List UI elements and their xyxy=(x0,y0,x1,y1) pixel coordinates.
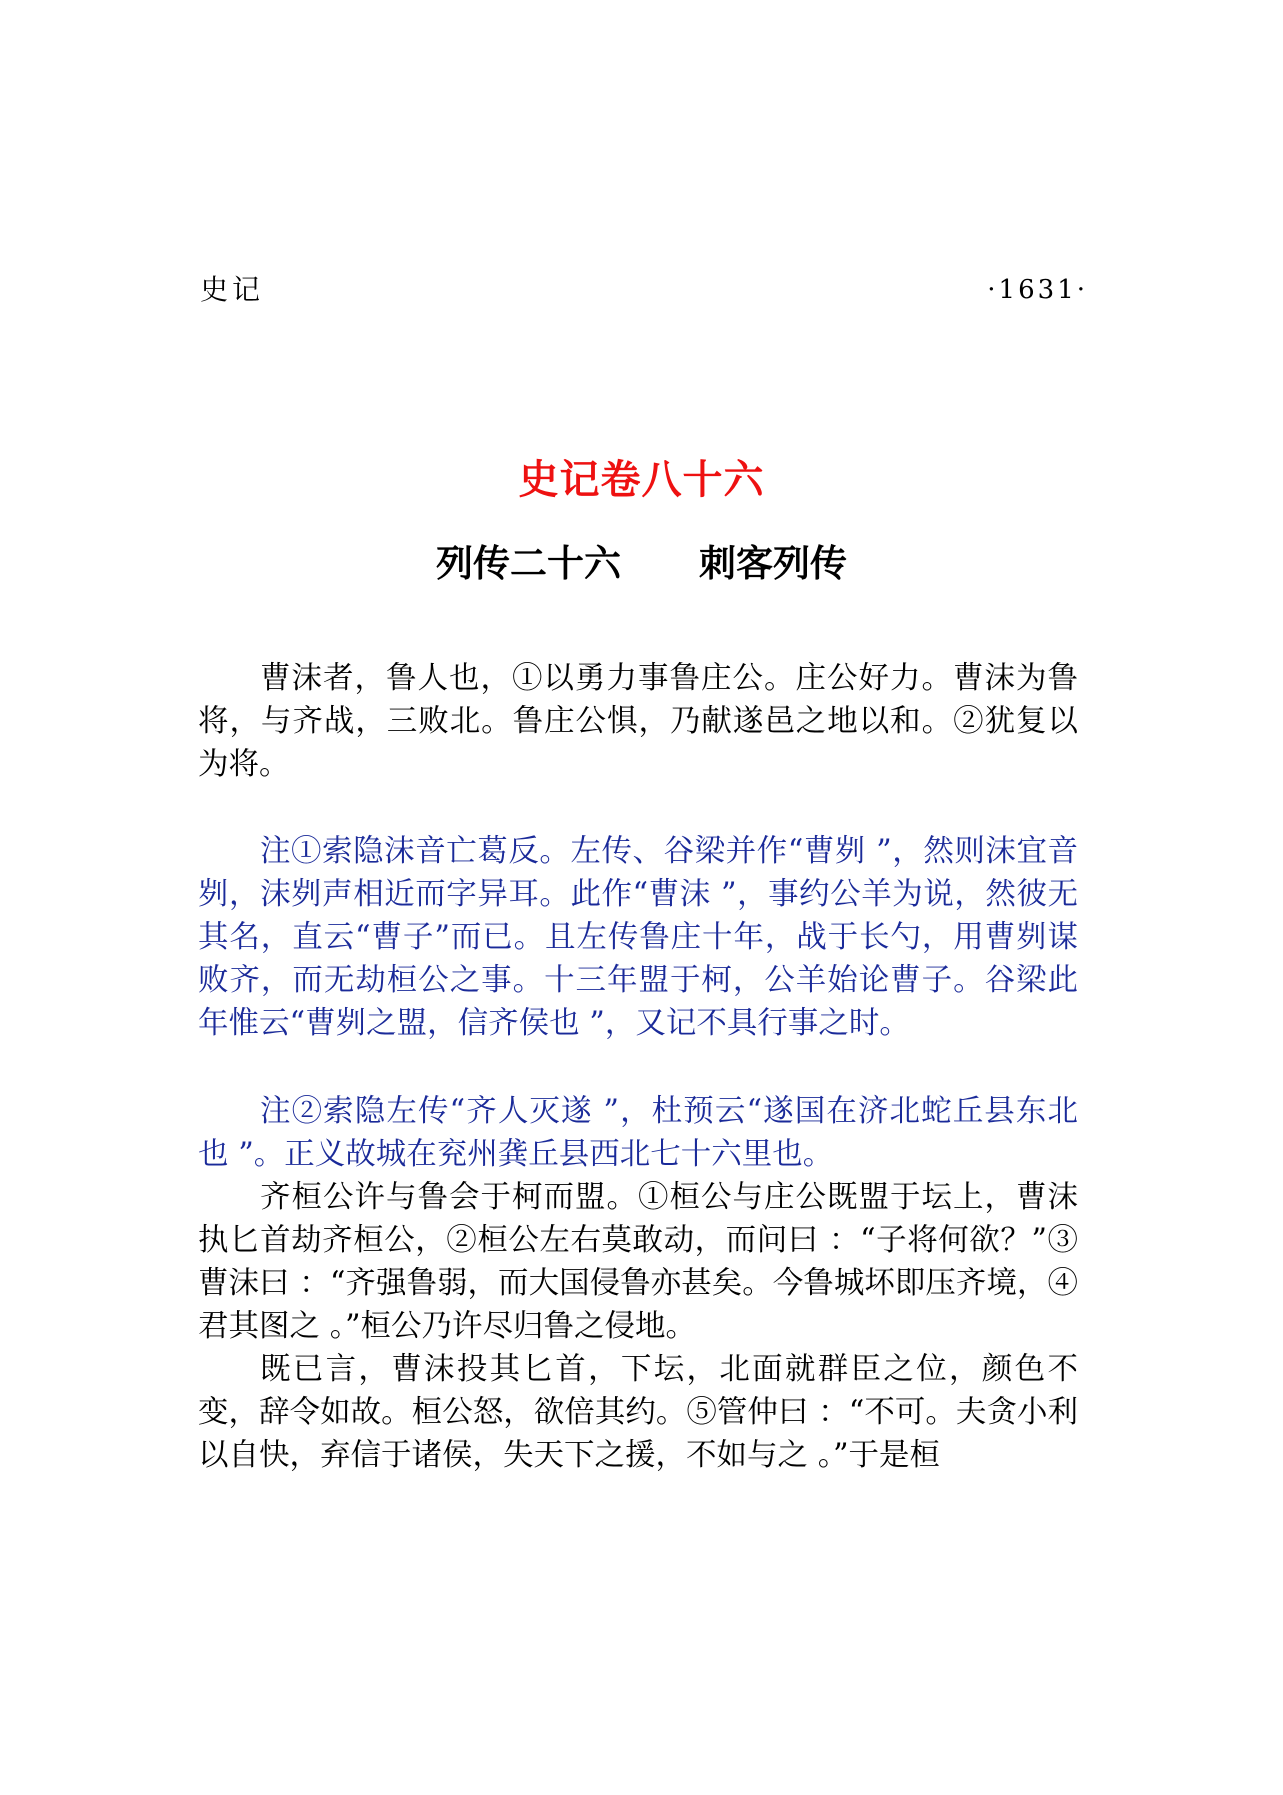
annotation-note-2: 注②索隐左传“齐人灭遂 ”，杜预云“遂国在济北蛇丘县东北也 ”。正义故城在兖州龚丘县西北七十六里也。 xyxy=(198,1094,1078,1172)
main-paragraph-2: 齐桓公许与鲁会于柯而盟。①桓公与庄公既盟于坛上，曹沫执匕首劫齐桓公，②桓公左右莫敢动，而问曰 ：“子将何欲？”③曹沫曰 ：“齐强鲁弱，而大国侵鲁亦甚矣。今鲁城坏即压齐境，④君其图之 。”桓公乃许尽归鲁之侵地。 xyxy=(198,1180,1078,1344)
page-number: ·1631· xyxy=(987,275,1088,305)
book-name: 史记 xyxy=(200,273,265,306)
annotation-note-1: 注①索隐沫音亡葛反。左传、谷梁并作“曹刿 ”，然则沫宜音刿，沫刿声相近而字异耳。此作“曹沫 ”，事约公羊为说，然彼无其名，直云“曹子”而已。且左传鲁庄十年，战于长勺，用曹刿谋败齐，而无劫桓公之事。十三年盟于柯，公羊始论曹子。谷梁此年惟云“曹刿之盟，信齐侯也 ”，又记不具行事之时。 xyxy=(198,834,1078,1041)
section-name: 刺客列传 xyxy=(699,542,847,585)
chapter-title: 史记卷八十六 xyxy=(518,457,765,503)
main-paragraph-1: 曹沫者，鲁人也，①以勇力事鲁庄公。庄公好力。曹沫为鲁将，与齐战，三败北。鲁庄公惧，乃献遂邑之地以和。②犹复以为将。 xyxy=(198,661,1078,782)
section-number: 列传二十六 xyxy=(436,542,621,585)
running-head xyxy=(200,270,1088,310)
main-paragraph-3: 既已言，曹沫投其匕首，下坛，北面就群臣之位，颜色不变，辞令如故。桓公怒，欲倍其约。⑤管仲曰 ：“不可。夫贪小利以自快，弃信于诸侯，失天下之援，不如与之 。”于是桓 xyxy=(198,1352,1078,1473)
section-title xyxy=(0,538,1283,590)
